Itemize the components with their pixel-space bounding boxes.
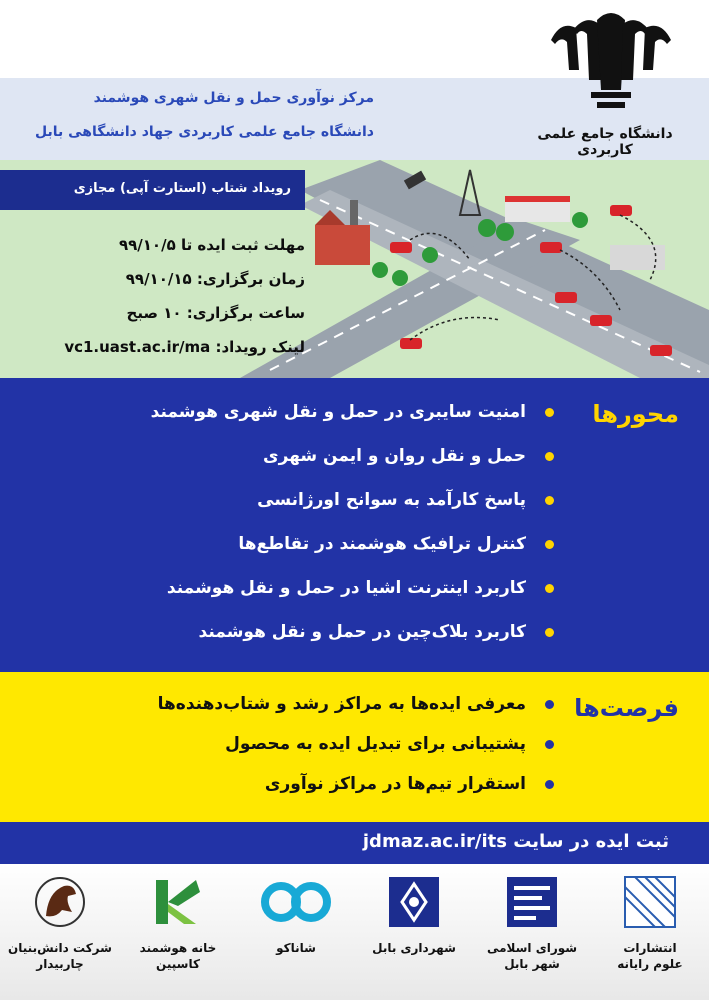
registration-deadline: مهلت ثبت ایده تا ۹۹/۱۰/۵ xyxy=(118,236,305,254)
university-branch: دانشگاه جامع علمی کاربردی جهاد دانشگاهی بابل xyxy=(34,124,374,140)
university-logo-icon xyxy=(531,10,691,120)
sponsor-logos xyxy=(0,864,709,1000)
list-item: کنترل ترافیک هوشمند در تقاطع‌ها xyxy=(151,534,554,578)
event-date: زمان برگزاری: ۹۹/۱۰/۱۵ xyxy=(125,270,305,288)
header xyxy=(0,0,709,160)
event-title: رویداد شتاب (استارت آپی) مجازی xyxy=(0,170,305,210)
council-logo-icon xyxy=(502,872,562,932)
sponsor-name: شرکت دانش‌بنیان xyxy=(8,941,112,955)
sponsor-name: چاربیدار xyxy=(36,957,84,971)
event-link[interactable]: لینک رویداد: vc1.uast.ac.ir/ma xyxy=(64,338,305,356)
smart-home-logo-icon xyxy=(148,872,208,932)
shanaco-logo-icon xyxy=(261,872,331,932)
sponsor-name: انتشارات xyxy=(623,941,677,955)
sponsor-smart-home xyxy=(123,872,233,994)
list-item: کاربرد اینترنت اشیا در حمل و نقل هوشمند xyxy=(151,578,554,622)
sponsor-shanaco xyxy=(241,872,351,994)
event-info-section xyxy=(0,160,709,378)
sponsor-name: شاناکو xyxy=(276,941,316,955)
list-item: معرفی ایده‌ها به مراکز رشد و شتاب‌دهنده‌ها xyxy=(158,694,554,734)
opportunities-list xyxy=(158,694,554,814)
axes-list xyxy=(151,402,554,666)
register-banner[interactable]: ثبت ایده در سایت jdmaz.ac.ir/its xyxy=(0,822,709,864)
sponsor-rayaneh xyxy=(595,872,705,994)
event-time: ساعت برگزاری: ۱۰ صبح xyxy=(126,304,305,322)
axes-title: محورها xyxy=(592,400,679,428)
center-name: مرکز نوآوری حمل و نقل شهری هوشمند xyxy=(93,90,374,106)
sponsor-name: علوم رایانه xyxy=(617,957,683,971)
rayaneh-logo-icon xyxy=(620,872,680,932)
sponsor-name: کاسپین xyxy=(156,957,200,971)
sponsor-charbidar xyxy=(5,872,115,994)
university-name: دانشگاه جامع علمی کاربردی xyxy=(537,126,673,158)
sponsor-name: شهر بابل xyxy=(504,957,560,971)
axes-section xyxy=(0,378,709,672)
sponsor-council xyxy=(477,872,587,994)
list-item: پاسخ کارآمد به سوانح اورژانسی xyxy=(151,490,554,534)
list-item: امنیت سایبری در حمل و نقل شهری هوشمند xyxy=(151,402,554,446)
opportunities-section xyxy=(0,672,709,822)
list-item: پشتیبانی برای تبدیل ایده به محصول xyxy=(158,734,554,774)
sponsor-name: شورای اسلامی xyxy=(486,941,578,955)
list-item: کاربرد بلاک‌چین در حمل و نقل هوشمند xyxy=(151,622,554,666)
municipality-logo-icon xyxy=(384,872,444,932)
event-details xyxy=(10,228,305,364)
opportunities-title: فرصت‌ها xyxy=(574,694,679,722)
list-item: حمل و نقل روان و ایمن شهری xyxy=(151,446,554,490)
sponsor-name: خانه هوشمند xyxy=(139,941,217,955)
sponsor-name: شهرداری بابل xyxy=(372,941,456,955)
charbidar-logo-icon xyxy=(30,872,90,932)
list-item: استقرار تیم‌ها در مراکز نوآوری xyxy=(158,774,554,814)
sponsor-municipality xyxy=(359,872,469,994)
